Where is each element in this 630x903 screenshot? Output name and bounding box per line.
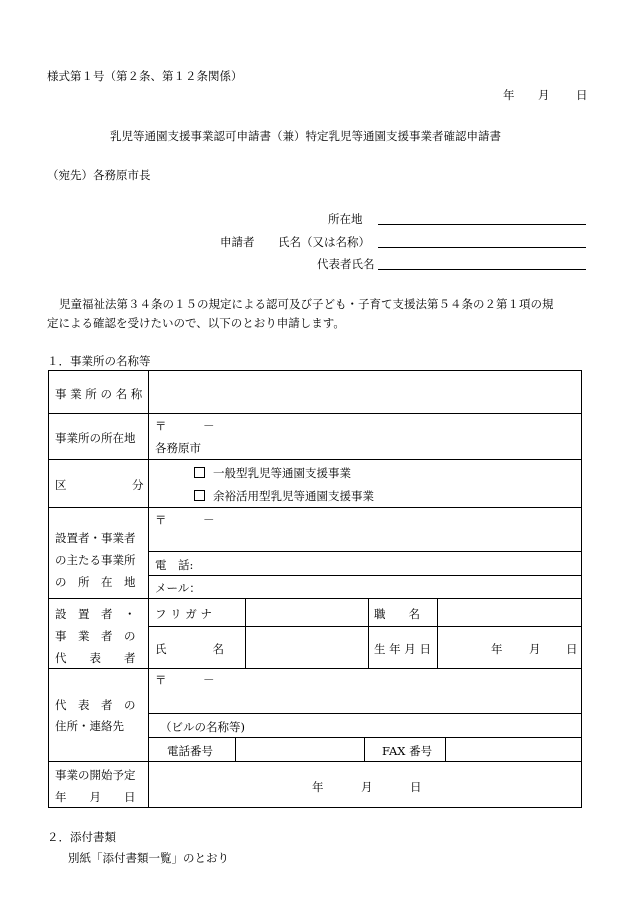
intro-line-1: 児童福祉法第３４条の１５の規定による認可及び子ども・子育て支援法第５４条の２第１項の規: [59, 297, 554, 311]
intro-line-2: 定による確認を受けたいので、以下のとおり申請します。: [47, 316, 345, 330]
start-year: 年: [312, 780, 324, 794]
furigana-label: フ リ ガ ナ: [155, 607, 212, 621]
postal-dash: －: [203, 419, 215, 433]
building-label: （ビルの名称等): [160, 720, 245, 734]
facility-name-field[interactable]: [150, 372, 579, 412]
postal-mark: 〒: [155, 419, 167, 433]
row-divider: [48, 413, 581, 414]
city-name: 各務原市: [155, 441, 201, 455]
category-option-surplus[interactable]: [194, 488, 374, 504]
category-label-1: 区: [55, 478, 67, 492]
rep-col-divider: [245, 598, 246, 668]
fax-number-label: FAX 番号: [382, 744, 433, 758]
rep-col-divider: [368, 598, 369, 668]
category-label-2: 分: [132, 478, 144, 492]
start-day: 日: [410, 780, 422, 794]
applicant-label: 申請者: [220, 235, 255, 249]
name-field-line[interactable]: [378, 247, 586, 248]
date-month: 月: [538, 88, 550, 102]
form-number: 様式第１号（第２条、第１２条関係）: [47, 69, 243, 83]
row-divider: [48, 761, 581, 762]
main-office-label-3: の 所 在 地: [55, 575, 136, 589]
section2-heading: ２．添付書類: [47, 830, 116, 844]
rep-postal-dash: －: [203, 673, 215, 687]
row-divider: [148, 551, 581, 552]
rep-postal-mark: 〒: [155, 673, 167, 687]
name-label: 氏名（又は名称）: [278, 235, 370, 249]
phone-col-divider: [235, 737, 236, 761]
start-label-1: 事業の開始予定: [55, 768, 136, 782]
position-label: 職 名: [374, 607, 420, 621]
office-email-label: メール：: [155, 581, 201, 595]
label-column-divider: [148, 370, 149, 807]
date-day: 日: [576, 88, 588, 102]
row-divider: [148, 575, 581, 576]
addressee: （宛先）各務原市長: [47, 168, 151, 182]
birth-month: 月: [529, 642, 541, 656]
rep-label-1: 設 置 者 ・: [55, 607, 136, 621]
phone-col-divider: [364, 737, 365, 761]
tel-number-label: 電話番号: [167, 744, 213, 758]
category-option-surplus-label: 余裕活用型乳児等通園支援事業: [213, 489, 374, 503]
section2-note: 別紙「添付書類一覧」のとおり: [68, 851, 229, 865]
representative-label: 代表者氏名: [317, 257, 375, 271]
office-phone-label: 電 話:: [155, 558, 194, 572]
phone-col-divider: [445, 737, 446, 761]
row-divider: [48, 507, 581, 508]
birth-day: 日: [566, 642, 578, 656]
main-office-label-1: 設置者・事業者: [55, 531, 136, 545]
rep-address-label-1: 代 表 者 の: [55, 698, 136, 712]
category-option-general-label: 一般型乳児等通園支援事業: [213, 466, 351, 480]
office-postal-dash: －: [203, 513, 215, 527]
row-divider: [48, 668, 581, 669]
rep-address-label-2: 住所・連絡先: [55, 719, 124, 733]
office-postal-mark: 〒: [155, 513, 167, 527]
birth-year: 年: [491, 642, 503, 656]
facility-name-label: 事 業 所 の 名 称: [55, 387, 143, 401]
main-office-label-2: の主たる事業所: [55, 553, 136, 567]
rep-label-3: 代 表 者: [55, 651, 136, 665]
section1-heading: １．事業所の名称等: [47, 354, 151, 368]
category-option-general[interactable]: [194, 465, 351, 481]
row-divider: [48, 459, 581, 460]
start-label-2: 年 月 日: [55, 790, 136, 804]
checkbox-general[interactable]: [194, 467, 205, 478]
rep-name-label: 氏 名: [155, 642, 224, 656]
row-divider: [48, 598, 581, 599]
location-field-line[interactable]: [378, 224, 586, 225]
document-title: 乳児等通園支援事業認可申請書（兼）特定乳児等通園支援事業者確認申請書: [110, 129, 501, 143]
location-label: 所在地: [328, 212, 363, 226]
row-divider: [148, 626, 581, 627]
row-divider: [148, 713, 581, 714]
facility-address-label: 事業所の所在地: [55, 431, 136, 445]
representative-field-line[interactable]: [378, 269, 586, 270]
checkbox-surplus[interactable]: [194, 490, 205, 501]
rep-col-divider: [437, 598, 438, 668]
birthdate-label: 生 年 月 日: [374, 642, 431, 656]
rep-label-2: 事 業 者 の: [55, 629, 136, 643]
date-year: 年: [503, 88, 515, 102]
start-month: 月: [361, 780, 373, 794]
